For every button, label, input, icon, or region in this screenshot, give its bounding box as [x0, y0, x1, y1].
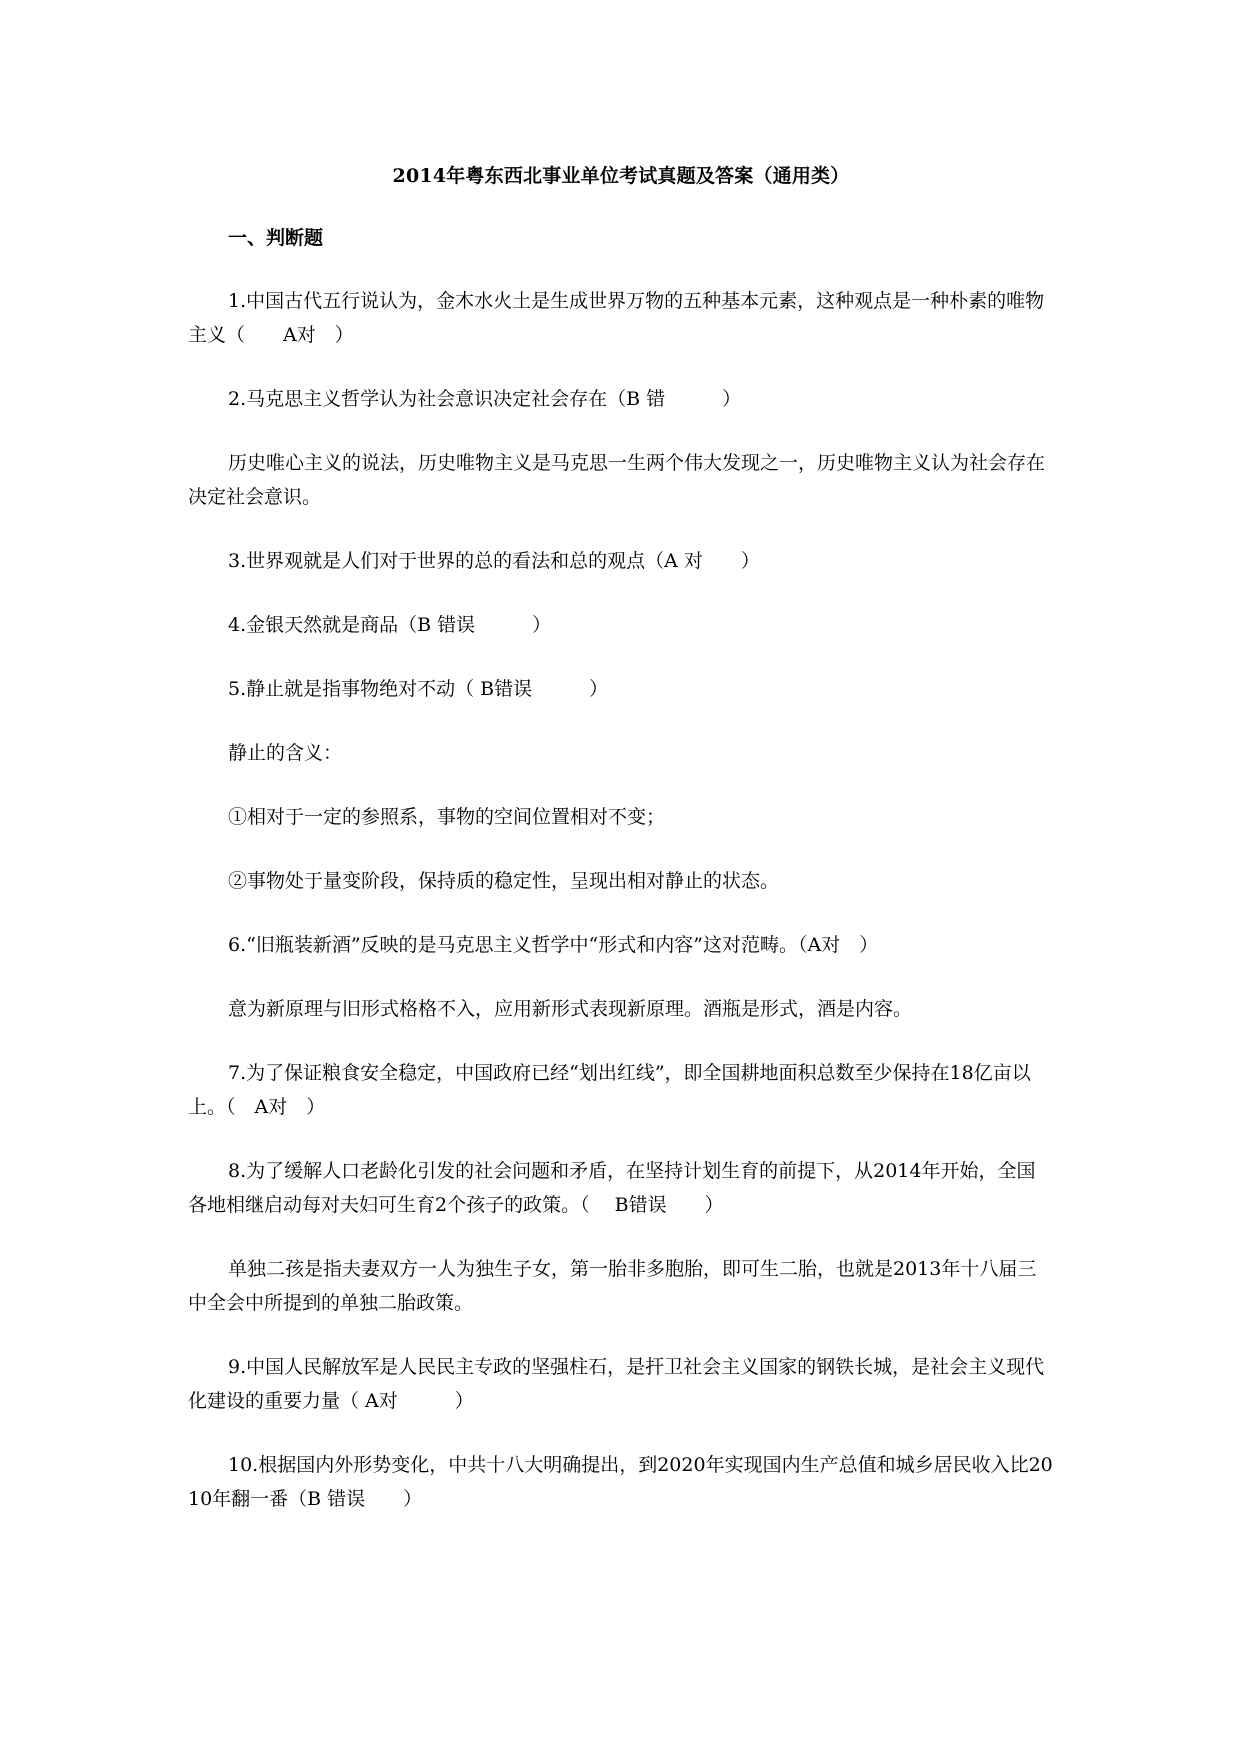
paragraph-q8-explanation: 单独二孩是指夫妻双方一人为独生子女，第一胎非多胞胎，即可生二胎，也就是2013年十八届三中全会中所提到的单独二胎政策。	[188, 1258, 1037, 1314]
paragraph-q2: 2.马克思主义哲学认为社会意识决定社会存在（B 错 ）	[228, 388, 742, 410]
paragraph-q1: 1.中国古代五行说认为，金木水火土是生成世界万物的五种基本元素，这种观点是一种朴素的唯物主义（ A对 ）	[188, 290, 1045, 346]
paragraph-q6: 6.“旧瓶装新酒”反映的是马克思主义哲学中“形式和内容”这对范畴。（A对 ）	[228, 934, 879, 956]
paragraph-q10: 10.根据国内外形势变化，中共十八大明确提出，到2020年实现国内生产总值和城乡居民收入比2010年翻一番（B 错误 ）	[188, 1454, 1053, 1510]
paragraph-q5-explanation-heading: 静止的含义：	[228, 742, 343, 764]
document-body	[188, 162, 1054, 1546]
section-heading: 一、判断题	[228, 227, 324, 249]
document-title: 2014年粤东西北事业单位考试真题及答案（通用类）	[392, 165, 850, 187]
paragraph-q5-explanation-2: ②事物处于量变阶段，保持质的稳定性，呈现出相对静止的状态。	[228, 870, 780, 892]
paragraph-q5-explanation-1: ①相对于一定的参照系，事物的空间位置相对不变；	[228, 806, 666, 828]
paragraph-q6-explanation: 意为新原理与旧形式格格不入，应用新形式表现新原理。酒瓶是形式，酒是内容。	[228, 998, 913, 1020]
paragraph-q9: 9.中国人民解放军是人民民主专政的坚强柱石，是扞卫社会主义国家的钢铁长城，是社会主义现代化建设的重要力量（ A对 ）	[188, 1356, 1045, 1412]
paragraph-q7: 7.为了保证粮食安全稳定，中国政府已经“划出红线”，即全国耕地面积总数至少保持在18亿亩以上。（ A对 ）	[188, 1062, 1031, 1118]
paragraph-q2-explanation: 历史唯心主义的说法，历史唯物主义是马克思一生两个伟大发现之一，历史唯物主义认为社会存在决定社会意识。	[188, 452, 1046, 508]
paragraph-q4: 4.金银天然就是商品（B 错误 ）	[228, 614, 552, 636]
paragraph-q8: 8.为了缓解人口老龄化引发的社会问题和矛盾，在坚持计划生育的前提下，从2014年开始，全国各地相继启动每对夫妇可生育2个孩子的政策。（ B错误 ）	[188, 1160, 1036, 1216]
paragraph-q5: 5.静止就是指事物绝对不动（ B错误 ）	[228, 678, 609, 700]
paragraph-q3: 3.世界观就是人们对于世界的总的看法和总的观点（A 对 ）	[228, 550, 760, 572]
